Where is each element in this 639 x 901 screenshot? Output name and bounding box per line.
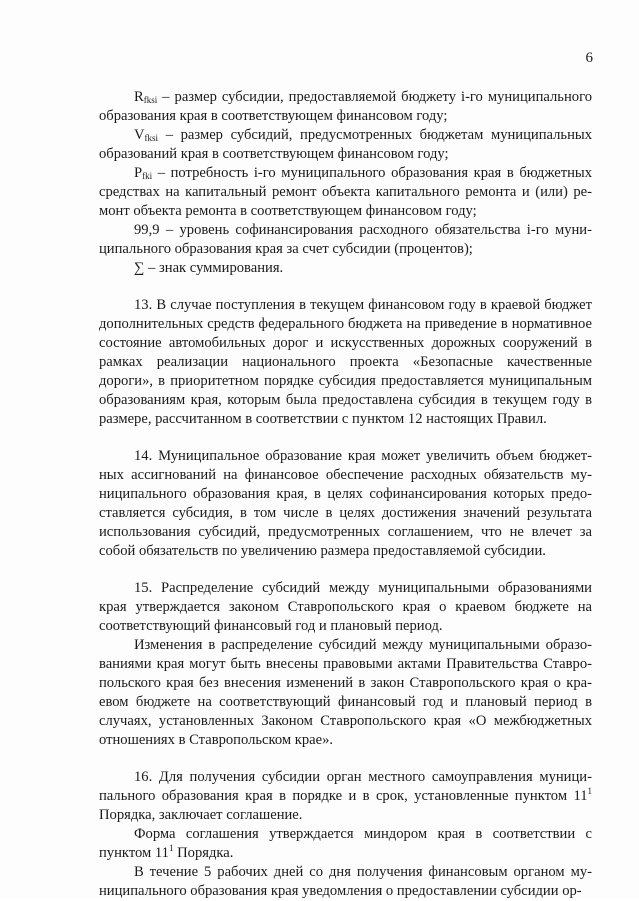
symbol-r: R [134,89,144,105]
index-r: fksi [143,95,158,105]
paragraph-13: 13. В случае поступления в текущем финансовом году в краевой бюджет дополнительных средств федерального бюджета на приведение в нормативное состояние автомобильных дорог и искусственных дорожных сооружений в рамках реализации национального проекта «Безопасные качественные дороги», в приоритетном порядке субсидия предоставляется муниципальным образованиям края, которым была предоставлена субсидия в текущем году в размере, рассчитанном в соответствии с пунктом 12 настоящих Правил. [99,297,592,427]
paragraph-16-form-superscript: 1 [168,843,174,853]
symbol-p: P [134,165,143,181]
paragraph-15: 15. Распределение субсидий между муниципальными образованиями края утверждается законом Ставропольского края о краевом бюджете на соответствующий финансовый год и плановый период. [99,580,592,634]
definition-r-text: – размер субсидии, предоставляемой бюджету i-го муниципального образования края в соответствующем финансовом году; [99,89,592,124]
index-p: fki [142,171,153,181]
page-number: 6 [585,50,593,66]
definition-sum: ∑ – знак суммирования. [134,260,284,276]
definition-v-text: – размер субсидий, предусмотренных бюджетам муниципальных образований края в соответствующем финансовом году; [99,127,592,162]
paragraph-16-text-end: Порядка, заключает соглашение. [99,807,303,823]
paragraph-14: 14. Муниципальное образование края может увеличить объем бюджетных ассигнований на финансовое обеспечение расходных обязательств муниципального образования края, в целях софинансирования которых предоставляется субсидия, в том числе в целях достижения значений результата использования субсидий, предусмотренных соглашением, что не влечет за собой обязательств по увеличению размера предоставляемой субсидии. [99,448,592,559]
document-body [99,88,592,901]
paragraph-16-text: 16. Для получения субсидии орган местного самоуправления муниципального образования края в порядке и в срок, установленные пунктом 11 [99,769,592,804]
definition-v [99,126,592,164]
index-v: fksi [144,133,159,143]
paragraph-16-form-text-end: Порядка. [173,845,234,861]
definition-level: 99,9 – уровень софинансирования расходного обязательства i-го муниципального образования края за счет субсидии (процентов); [99,222,592,257]
definition-p [99,164,592,221]
paragraph-16-deadline: В течение 5 рабочих дней со дня получения финансовым органом муниципального образования края уведомления о предоставлении субсидии ор- [99,864,592,899]
paragraph-16-form-text: Форма соглашения утверждается миндором края в соответствии с пунктом 11 [99,826,592,861]
definition-r [99,88,592,126]
paragraph-16-form [99,825,592,863]
paragraph-16-superscript: 1 [587,786,592,796]
paragraph-15-changes: Изменения в распределение субсидий между муниципальными образованиями края могут быть внесены правовыми актами Правительства Ставропольского края без внесения изменений в закон Ставропольского края о краевом бюджете на соответствующий финансовый год и плановый период в случаях, установленных Законом Ставропольского края «О межбюджетных отношениях в Ставропольском крае». [99,637,592,748]
symbol-v: V [134,127,145,143]
definition-p-text: – потребность i-го муниципального образования края в бюджетных средствах на капитальный ремонт объекта капитального ремонта и (или) ремонт объекта ремонта в соответствующем финансовом году; [99,165,592,219]
paragraph-16 [99,768,592,825]
